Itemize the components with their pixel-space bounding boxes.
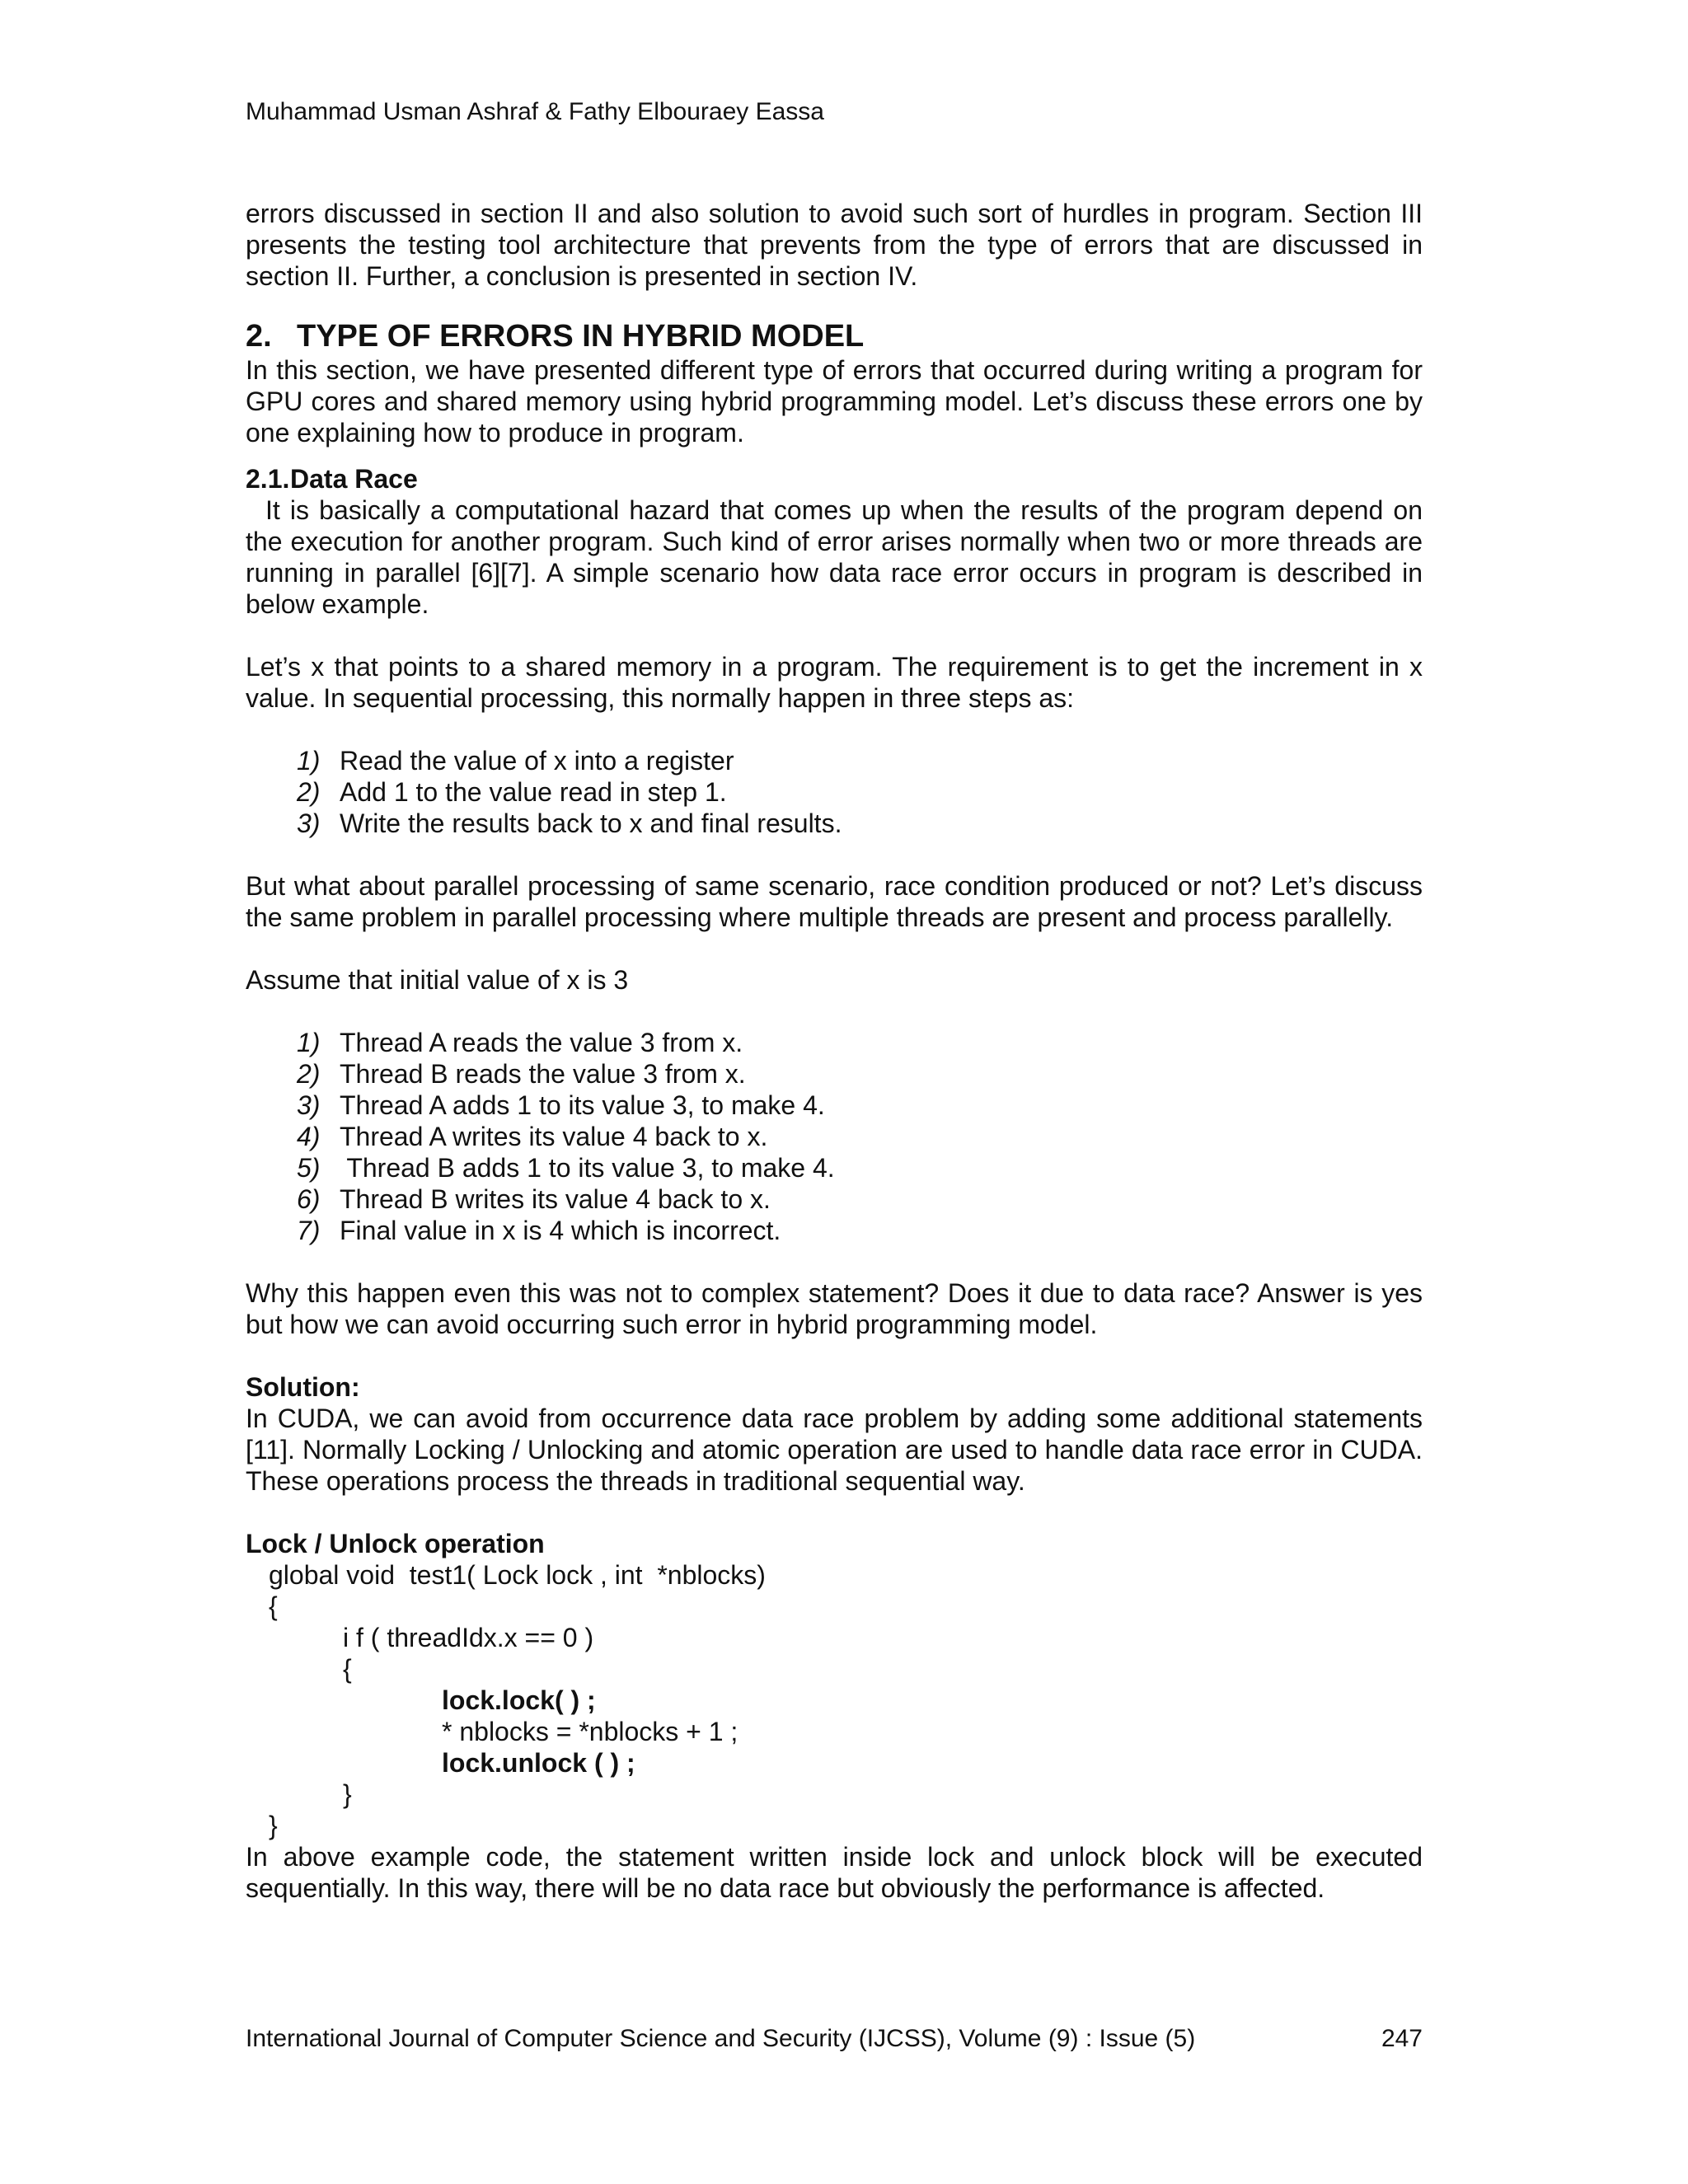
list-item-text: Thread B reads the value 3 from x. bbox=[340, 1059, 746, 1089]
section-2-heading bbox=[246, 318, 1423, 354]
data-race-paragraph-1: It is basically a computational hazard that comes up when the results of the program depend on the execution for another program. Such kind of error arises normally when two or more threads are running in parallel [6][7]. A simple scenario how data race error occurs in program is described in below example. bbox=[246, 495, 1423, 619]
assumption-line: Assume that initial value of x is 3 bbox=[246, 965, 629, 995]
page-footer bbox=[246, 2024, 1423, 2054]
list-marker: 3) bbox=[297, 808, 321, 838]
parallel-steps-list bbox=[246, 1027, 1423, 1246]
list-item bbox=[246, 1058, 1423, 1090]
list-marker: 2) bbox=[297, 777, 321, 807]
subsection-2-1-number: 2.1. bbox=[246, 464, 290, 494]
list-item bbox=[246, 1152, 1423, 1183]
list-marker: 1) bbox=[297, 1028, 321, 1057]
list-item-text: Thread B adds 1 to its value 3, to make 4. bbox=[340, 1153, 835, 1183]
code-line-lock: lock.lock( ) ; bbox=[442, 1685, 596, 1715]
list-marker: 2) bbox=[297, 1059, 321, 1089]
list-item-text: Final value in x is 4 which is incorrect. bbox=[340, 1216, 781, 1245]
footer-journal: International Journal of Computer Science and Security (IJCSS), Volume (9) : Issue (5) bbox=[246, 2025, 1196, 2052]
list-item-text: Thread A adds 1 to its value 3, to make 4. bbox=[340, 1090, 825, 1120]
list-marker: 4) bbox=[297, 1122, 321, 1151]
list-item-text: Thread A writes its value 4 back to x. bbox=[340, 1122, 768, 1151]
sequential-steps-list bbox=[246, 745, 1423, 839]
list-item-text: Write the results back to x and final results. bbox=[340, 808, 842, 838]
code-line-open-brace: { bbox=[269, 1591, 278, 1621]
code-line-inner-close: } bbox=[343, 1779, 352, 1809]
solution-paragraph: In CUDA, we can avoid from occurrence data race problem by adding some additional statements [11]. Normally Locking / Unlocking and atomic operation are used to handle data race error in CUDA. These operations process the threads in traditional sequential way. bbox=[246, 1404, 1423, 1496]
list-marker: 7) bbox=[297, 1216, 321, 1245]
code-line-inner-open: { bbox=[343, 1654, 352, 1684]
list-item bbox=[246, 1027, 1423, 1058]
list-marker: 6) bbox=[297, 1184, 321, 1214]
list-item-text: Add 1 to the value read in step 1. bbox=[340, 777, 727, 807]
list-item-text: Read the value of x into a register bbox=[340, 746, 734, 776]
list-marker: 1) bbox=[297, 746, 321, 776]
list-item bbox=[246, 1090, 1423, 1121]
subsection-2-1-title: Data Race bbox=[290, 464, 418, 494]
paper-page bbox=[246, 0, 1423, 2184]
lock-unlock-label: Lock / Unlock operation bbox=[246, 1529, 545, 1558]
page-content bbox=[246, 198, 1423, 1904]
data-race-paragraph-2: Let’s x that points to a shared memory in a program. The requirement is to get the increment in x value. In sequential processing, this normally happen in three steps as: bbox=[246, 652, 1423, 713]
data-race-paragraph-3: But what about parallel processing of same scenario, race condition produced or not? Let’s discuss the same problem in parallel processing where multiple threads are present and process parallelly. bbox=[246, 871, 1423, 932]
list-marker: 3) bbox=[297, 1090, 321, 1120]
code-line-signature: global void test1( Lock lock , int *nblocks) bbox=[269, 1560, 766, 1590]
list-item bbox=[246, 745, 1423, 776]
solution-label: Solution: bbox=[246, 1372, 360, 1402]
list-item bbox=[246, 1215, 1423, 1246]
code-line-close-brace: } bbox=[269, 1811, 278, 1840]
subsection-2-1-heading bbox=[246, 463, 1423, 494]
code-line-if: i f ( threadIdx.x == 0 ) bbox=[343, 1623, 594, 1652]
list-item bbox=[246, 1121, 1423, 1152]
intro-paragraph: errors discussed in section II and also solution to avoid such sort of hurdles in program. Section III presents the testing tool architecture that prevents from the type of errors that are discussed in section II. Further, a conclusion is presented in section IV. bbox=[246, 199, 1423, 291]
lock-unlock-paragraph: In above example code, the statement written inside lock and unlock block will be executed sequentially. In this way, there will be no data race but obviously the performance is affected. bbox=[246, 1842, 1423, 1903]
running-head-authors: Muhammad Usman Ashraf & Fathy Elbouraey Eassa bbox=[246, 98, 824, 125]
code-listing bbox=[246, 1559, 1423, 1841]
list-item-text: Thread B writes its value 4 back to x. bbox=[340, 1184, 771, 1214]
list-item bbox=[246, 808, 1423, 839]
section-2-paragraph: In this section, we have presented different type of errors that occurred during writing a program for GPU cores and shared memory using hybrid programming model. Let’s discuss these errors one by one explaining how to produce in program. bbox=[246, 355, 1423, 448]
section-2-number: 2. bbox=[246, 319, 272, 354]
list-item-text: Thread A reads the value 3 from x. bbox=[340, 1028, 743, 1057]
page-number: 247 bbox=[1381, 2025, 1423, 2052]
list-marker: 5) bbox=[297, 1153, 321, 1183]
data-race-paragraph-4: Why this happen even this was not to complex statement? Does it due to data race? Answer is yes but how we can avoid occurring such error in hybrid programming model. bbox=[246, 1278, 1423, 1339]
code-line-increment: * nblocks = *nblocks + 1 ; bbox=[442, 1717, 738, 1746]
code-line-unlock: lock.unlock ( ) ; bbox=[442, 1748, 635, 1778]
list-item bbox=[246, 776, 1423, 808]
list-item bbox=[246, 1183, 1423, 1215]
section-2-title: TYPE OF ERRORS IN HYBRID MODEL bbox=[297, 319, 865, 354]
